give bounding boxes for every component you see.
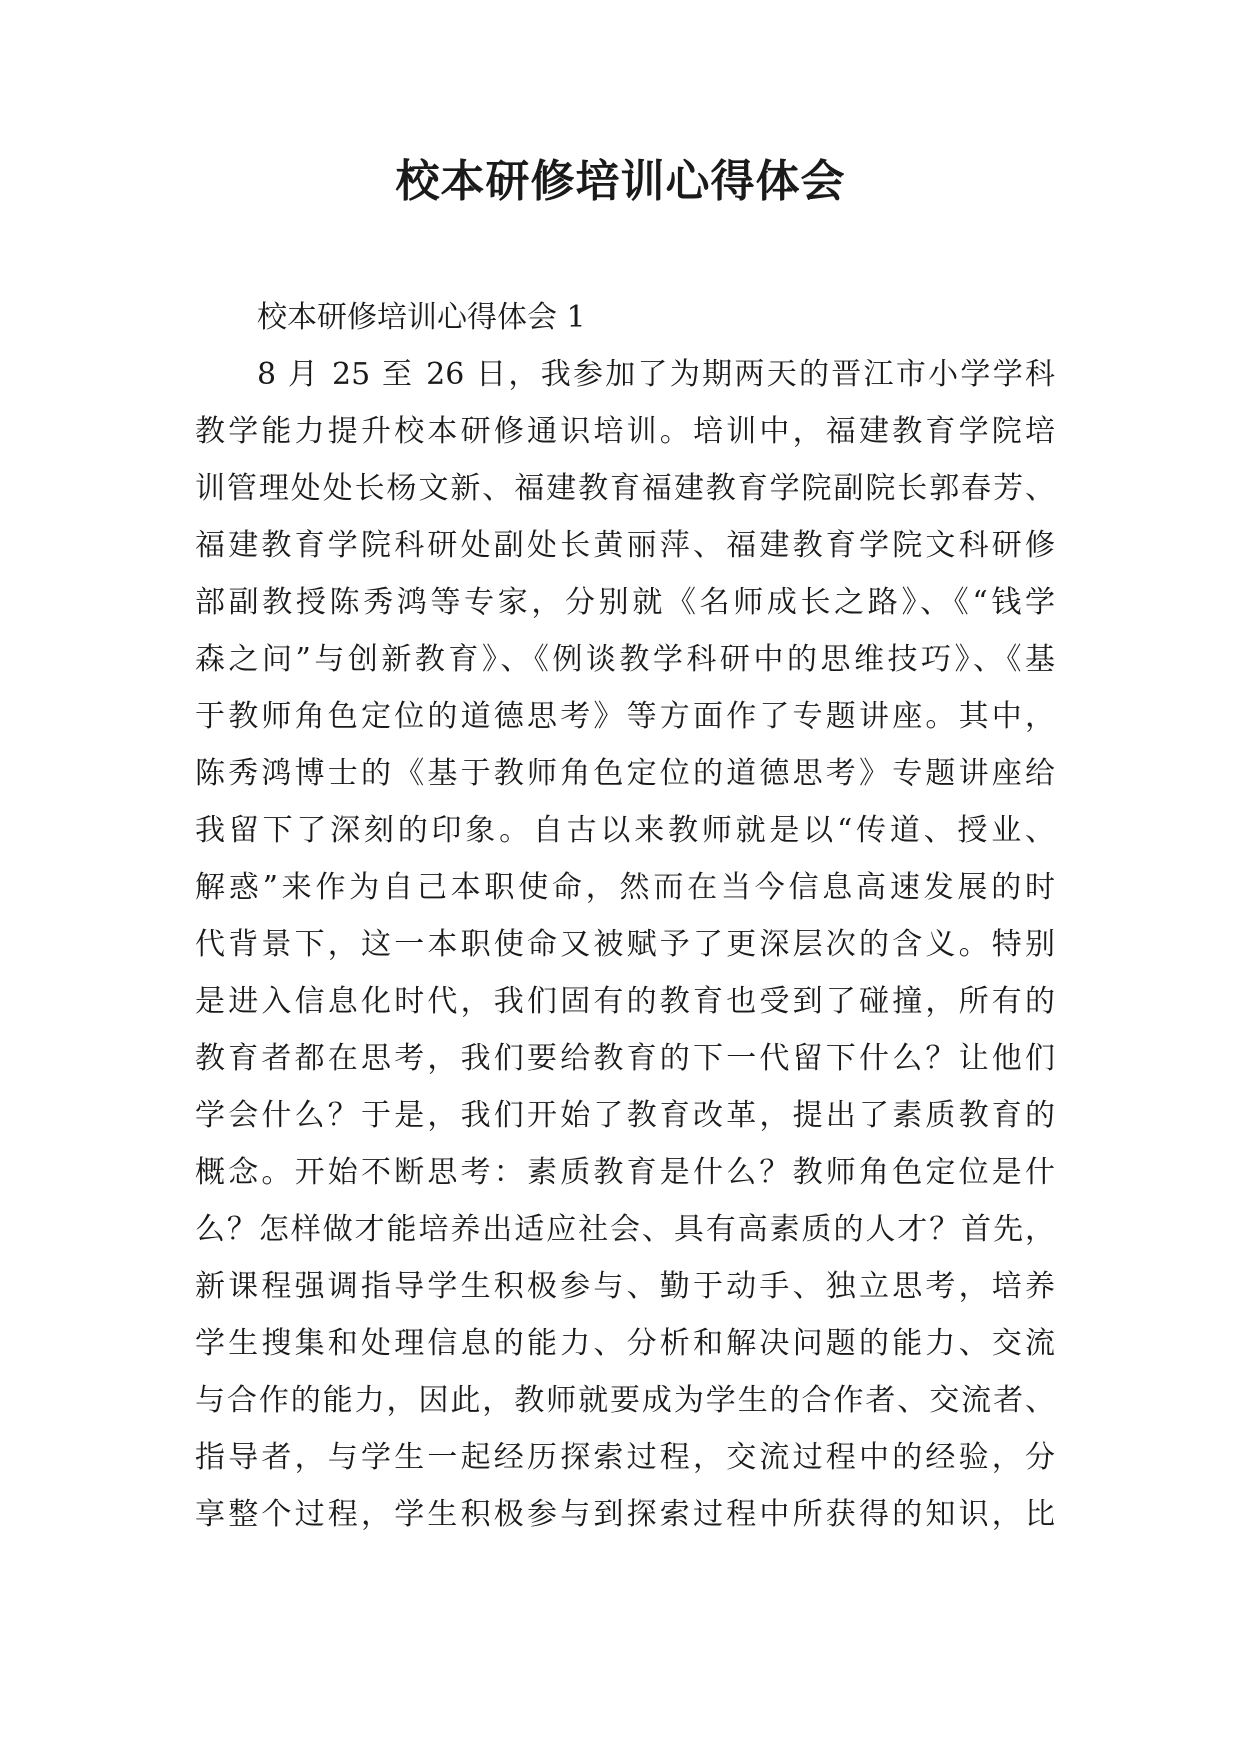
paragraph-line: 教育者都在思考，我们要给教育的下一代留下什么？让他们 bbox=[195, 1041, 1055, 1076]
paragraph-line: 森之问”与创新教育》、《例谈教学科研中的思维技巧》、《基 bbox=[195, 642, 1055, 677]
paragraph-line: 学生搜集和处理信息的能力、分析和解决问题的能力、交流 bbox=[195, 1326, 1055, 1361]
paragraph-line: 训管理处处长杨文新、福建教育福建教育学院副院长郭春芳、 bbox=[195, 471, 1055, 506]
paragraph-line: 于教师角色定位的道德思考》等方面作了专题讲座。其中， bbox=[195, 699, 1055, 734]
paragraph-line: 与合作的能力，因此，教师就要成为学生的合作者、交流者、 bbox=[195, 1383, 1055, 1418]
paragraph-line: 陈秀鸿博士的《基于教师角色定位的道德思考》专题讲座给 bbox=[195, 756, 1055, 791]
paragraph-line: 代背景下，这一本职使命又被赋予了更深层次的含义。特别 bbox=[195, 927, 1055, 962]
paragraph-line: 概念。开始不断思考：素质教育是什么？教师角色定位是什 bbox=[195, 1155, 1055, 1190]
paragraph-line: 8 月 25 至 26 日，我参加了为期两天的晋江市小学学科 bbox=[257, 357, 1055, 392]
paragraph-line: 学会什么？于是，我们开始了教育改革，提出了素质教育的 bbox=[195, 1098, 1055, 1133]
paragraph-line: 解惑”来作为自己本职使命，然而在当今信息高速发展的时 bbox=[195, 870, 1055, 905]
paragraph-line: 是进入信息化时代，我们固有的教育也受到了碰撞，所有的 bbox=[195, 984, 1055, 1019]
paragraph-line: 教学能力提升校本研修通识培训。培训中，福建教育学院培 bbox=[195, 414, 1055, 449]
paragraph-line: 新课程强调指导学生积极参与、勤于动手、独立思考，培养 bbox=[195, 1269, 1055, 1304]
document-title: 校本研修培训心得体会 bbox=[395, 156, 846, 207]
paragraph-line: 享整个过程，学生积极参与到探索过程中所获得的知识，比 bbox=[195, 1497, 1055, 1532]
paragraph-line: 么？怎样做才能培养出适应社会、具有高素质的人才？首先， bbox=[195, 1212, 1055, 1247]
paragraph-line: 福建教育学院科研处副处长黄丽萍、福建教育学院文科研修 bbox=[195, 528, 1055, 563]
section-heading: 校本研修培训心得体会 1 bbox=[257, 300, 586, 335]
document-body bbox=[195, 289, 1055, 1543]
paragraph-line: 指导者，与学生一起经历探索过程，交流过程中的经验，分 bbox=[195, 1440, 1055, 1475]
paragraph-line: 我留下了深刻的印象。自古以来教师就是以“传道、授业、 bbox=[195, 813, 1055, 848]
paragraph-line: 部副教授陈秀鸿等专家，分别就《名师成长之路》、《“钱学 bbox=[195, 585, 1055, 620]
